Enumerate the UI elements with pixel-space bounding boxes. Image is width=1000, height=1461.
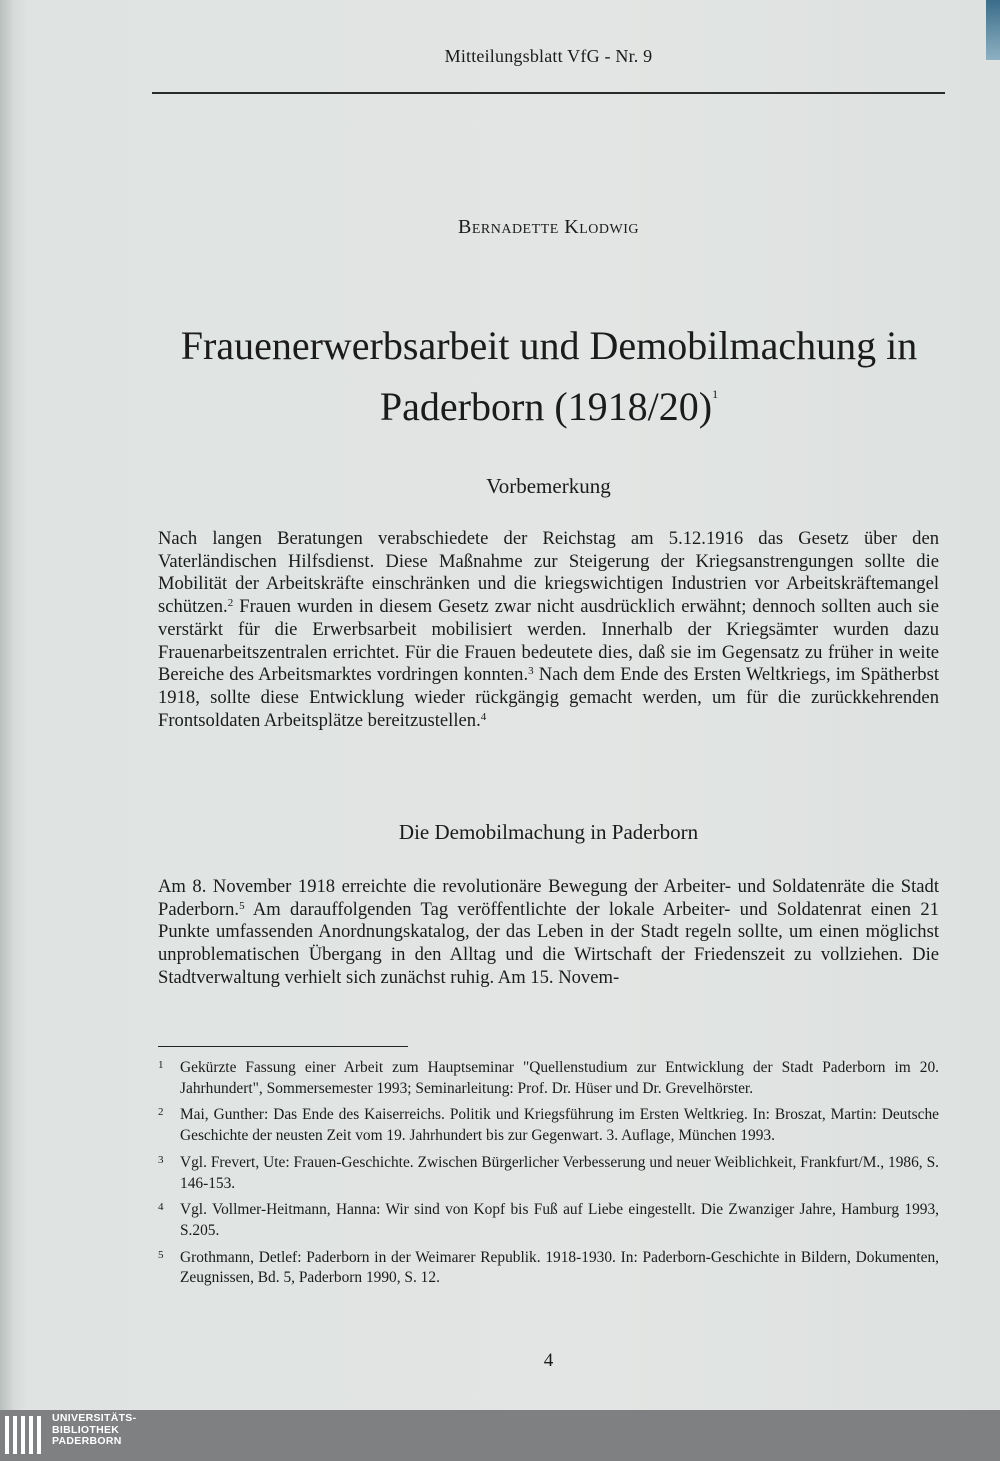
- title-footnote-marker: 1: [712, 387, 719, 401]
- footnote-text: Gekürzte Fassung einer Arbeit zum Hauptseminar "Quellenstudium zur Entwicklung der Stadt Paderborn im 20. Jahrhundert", Sommersemester 1993; Seminarleitung: Prof. Dr. Hüser und Dr. Grevelhörster.: [180, 1059, 939, 1097]
- footnote-reference: 5: [239, 899, 245, 912]
- footnote-number: 2: [158, 1106, 164, 1119]
- footnote: [158, 1248, 939, 1289]
- footnote: [158, 1105, 939, 1146]
- paragraph-text: Frauen wurden in diesem Gesetz zwar nicht ausdrücklich erwähnt; dennoch sollten auch sie verstärkt für die Erwerbsarbeit mobilisiert werden. Innerhalb der Kriegsämter wurden dazu Frauenarbeitszentralen errichtet. Für die Frauen bedeutete dies, daß sie im Gegensatz zu früher in weite Bereiche des Arbeitsmarktes vordringen konnten.: [158, 596, 939, 686]
- article-author: Bernadette Klodwig: [458, 216, 639, 238]
- library-logo-text: [52, 1413, 172, 1448]
- paragraph-text: Nach langen Beratungen verabschiedete der Reichstag am 5.12.1916 das Gesetz über den Vaterländischen Hilfsdienst. Diese Maßnahme zur Steigerung der Kriegsanstrengungen sollte die Mobilität der Arbeitskräfte einschränken und die kriegswichtigen Industrien vor Arbeitskräftemangel schützen.: [158, 528, 939, 618]
- footnote-reference: 3: [528, 665, 534, 678]
- footnote-text: Mai, Gunther: Das Ende des Kaiserreichs. Politik und Kriegsführung im Ersten Weltkrieg. In: Broszat, Martin: Deutsche Geschichte der neusten Zeit vom 19. Jahrhundert bis zur Gegenwart. 3. Auflage, München 1993.: [180, 1106, 939, 1145]
- paragraph-text: Nach dem Ende des Ersten Weltkriegs, im Spätherbst 1918, sollte diese Entwicklung wieder rückgängig gemacht werden, um für die zurückkehrenden Frontsoldaten Arbeitsplätze bereitzustellen.: [158, 664, 939, 731]
- footnote-text: Grothmann, Detlef: Paderborn in der Weimarer Republik. 1918-1930. In: Paderborn-Geschichte in Bildern, Dokumenten, Zeugnissen, Bd. 5, Paderborn 1990, S. 12.: [180, 1248, 939, 1287]
- footnote-reference: 4: [480, 710, 487, 723]
- header-rule: [152, 92, 945, 94]
- title-line-2: Paderborn (1918/20): [379, 384, 713, 429]
- footnote: [158, 1153, 939, 1194]
- paragraph-demobilmachung: [158, 876, 939, 990]
- footnote-number: 1: [158, 1059, 164, 1071]
- section-heading-demobilmachung: Die Demobilmachung in Paderborn: [398, 820, 699, 844]
- running-header: Mitteilungsblatt VfG - Nr. 9: [444, 46, 653, 66]
- footnote-text: Vgl. Vollmer-Heitmann, Hanna: Wir sind von Kopf bis Fuß auf Liebe eingestellt. Die Zwanziger Jahre, Hamburg 1993, S.205.: [180, 1201, 939, 1239]
- title-line-1: Frauenerwerbsarbeit und Demobilmachung in: [180, 323, 918, 368]
- footnote-reference: 2: [227, 597, 234, 610]
- page-edge-shadow: [986, 0, 1000, 60]
- article-title: [140, 322, 958, 431]
- footnote-rule: [158, 1046, 408, 1047]
- library-logo-icon: [4, 1414, 44, 1456]
- footnote: [158, 1058, 939, 1099]
- paragraph-text: Am 8. November 1918 erreichte die revolutionäre Bewegung der Arbeiter- und Soldatenräte die Stadt Paderborn.: [158, 876, 939, 920]
- section-heading-vorbemerkung: Vorbemerkung: [486, 474, 611, 498]
- footnote-number: 3: [158, 1153, 164, 1166]
- library-logo-line-2: BIBLIOTHEK: [52, 1423, 120, 1436]
- paragraph-vorbemerkung: [158, 528, 939, 732]
- page-number: 4: [543, 1350, 554, 1371]
- library-logo-line-3: PADERBORN: [52, 1435, 122, 1447]
- footnote-number: 5: [158, 1248, 164, 1261]
- library-logo-line-1: UNIVERSITÄTS-: [52, 1412, 137, 1424]
- footnote-number: 4: [158, 1201, 164, 1214]
- footnote: [158, 1200, 939, 1241]
- paragraph-text: Am darauffolgenden Tag veröffentlichte der lokale Arbeiter- und Soldatenrat einen 21 Punkte umfassenden Anordnungskatalog, der das Leben in der Stadt regeln sollte, um einen möglichst unproblematischen Übergang in den Alltag und die Wirtschaft der Friedenszeit zu vollziehen. Die Stadtverwaltung verhielt sich zunächst ruhig. Am 15. Novem-: [158, 898, 939, 988]
- footnotes: [158, 1058, 939, 1295]
- footnote-text: Vgl. Frevert, Ute: Frauen-Geschichte. Zwischen Bürgerlicher Verbesserung und neuer Weiblichkeit, Frankfurt/M., 1986, S. 146-153.: [180, 1153, 939, 1192]
